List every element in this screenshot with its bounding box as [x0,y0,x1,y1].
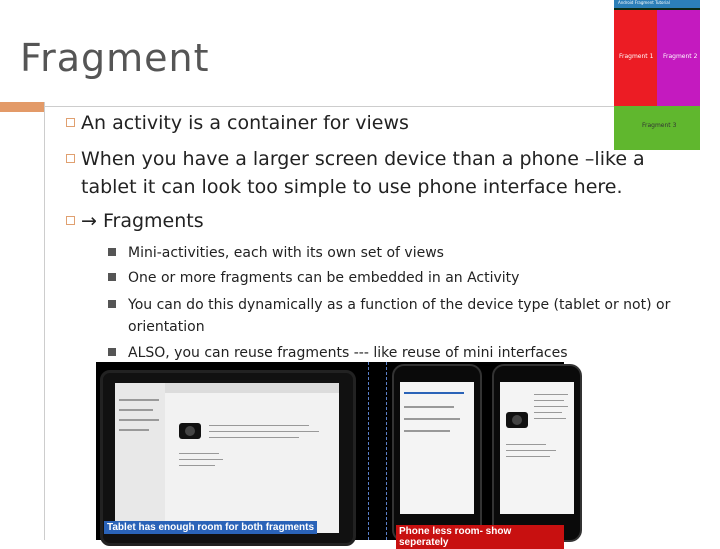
phone-detail-device [492,364,582,542]
sub-bullet-marker-icon [108,273,116,281]
demo-action-bar [614,0,700,8]
bullet-text: → Fragments [81,210,204,232]
bullet-marker-icon [66,118,75,127]
phone-list-device [392,364,482,542]
bullet-text: When you have a larger screen device than a phone –like a [81,148,645,170]
slide-title: Fragment [20,36,210,80]
divider-line [368,362,369,540]
tablet-caption: Tablet has enough room for both fragments [104,521,317,534]
fragment-demo [614,0,700,150]
fragment-3-panel [614,106,700,150]
title-divider [44,106,614,107]
fragment-2-panel [657,10,700,106]
sub-bullet-marker-icon [108,348,116,356]
fragment-1-panel [614,10,657,106]
fragment-3-label: Fragment 3 [642,122,677,129]
tablet-device [100,370,356,546]
sub-bullet-text: One or more fragments can be embedded in an Activity [128,270,520,286]
sub-bullet-text: Mini-activities, each with its own set of views [128,245,444,261]
sub-bullet-text: You can do this dynamically as a function of the device type (tablet or not) or [128,297,671,313]
sub-bullet-marker-icon [108,300,116,308]
bullet-marker-icon [66,154,75,163]
tablet-list-fragment [115,383,165,533]
device-screenshot [96,362,564,548]
sub-bullet-marker-icon [108,248,116,256]
camera-icon [179,423,201,439]
demo-header: Android Fragment Tutorial [618,0,670,5]
tablet-screen [115,383,339,533]
sub-bullet-text: orientation [128,319,205,335]
divider-line [386,362,387,540]
phone-detail-screen [500,382,574,514]
phone-list-screen [400,382,474,514]
bullet-marker-icon [66,216,75,225]
title-accent-bar [0,102,44,112]
fragment-1-label: Fragment 1 [619,53,654,60]
fragment-2-label: Fragment 2 [663,53,698,60]
phone-caption: Phone less room- show seperately [396,525,564,549]
left-margin-rule [44,102,45,540]
bullet-text: tablet it can look too simple to use phone interface here. [81,176,623,198]
bullet-text: An activity is a container for views [81,112,409,134]
sub-bullet-text: ALSO, you can reuse fragments --- like reuse of mini interfaces [128,345,568,361]
camera-icon [506,412,528,428]
